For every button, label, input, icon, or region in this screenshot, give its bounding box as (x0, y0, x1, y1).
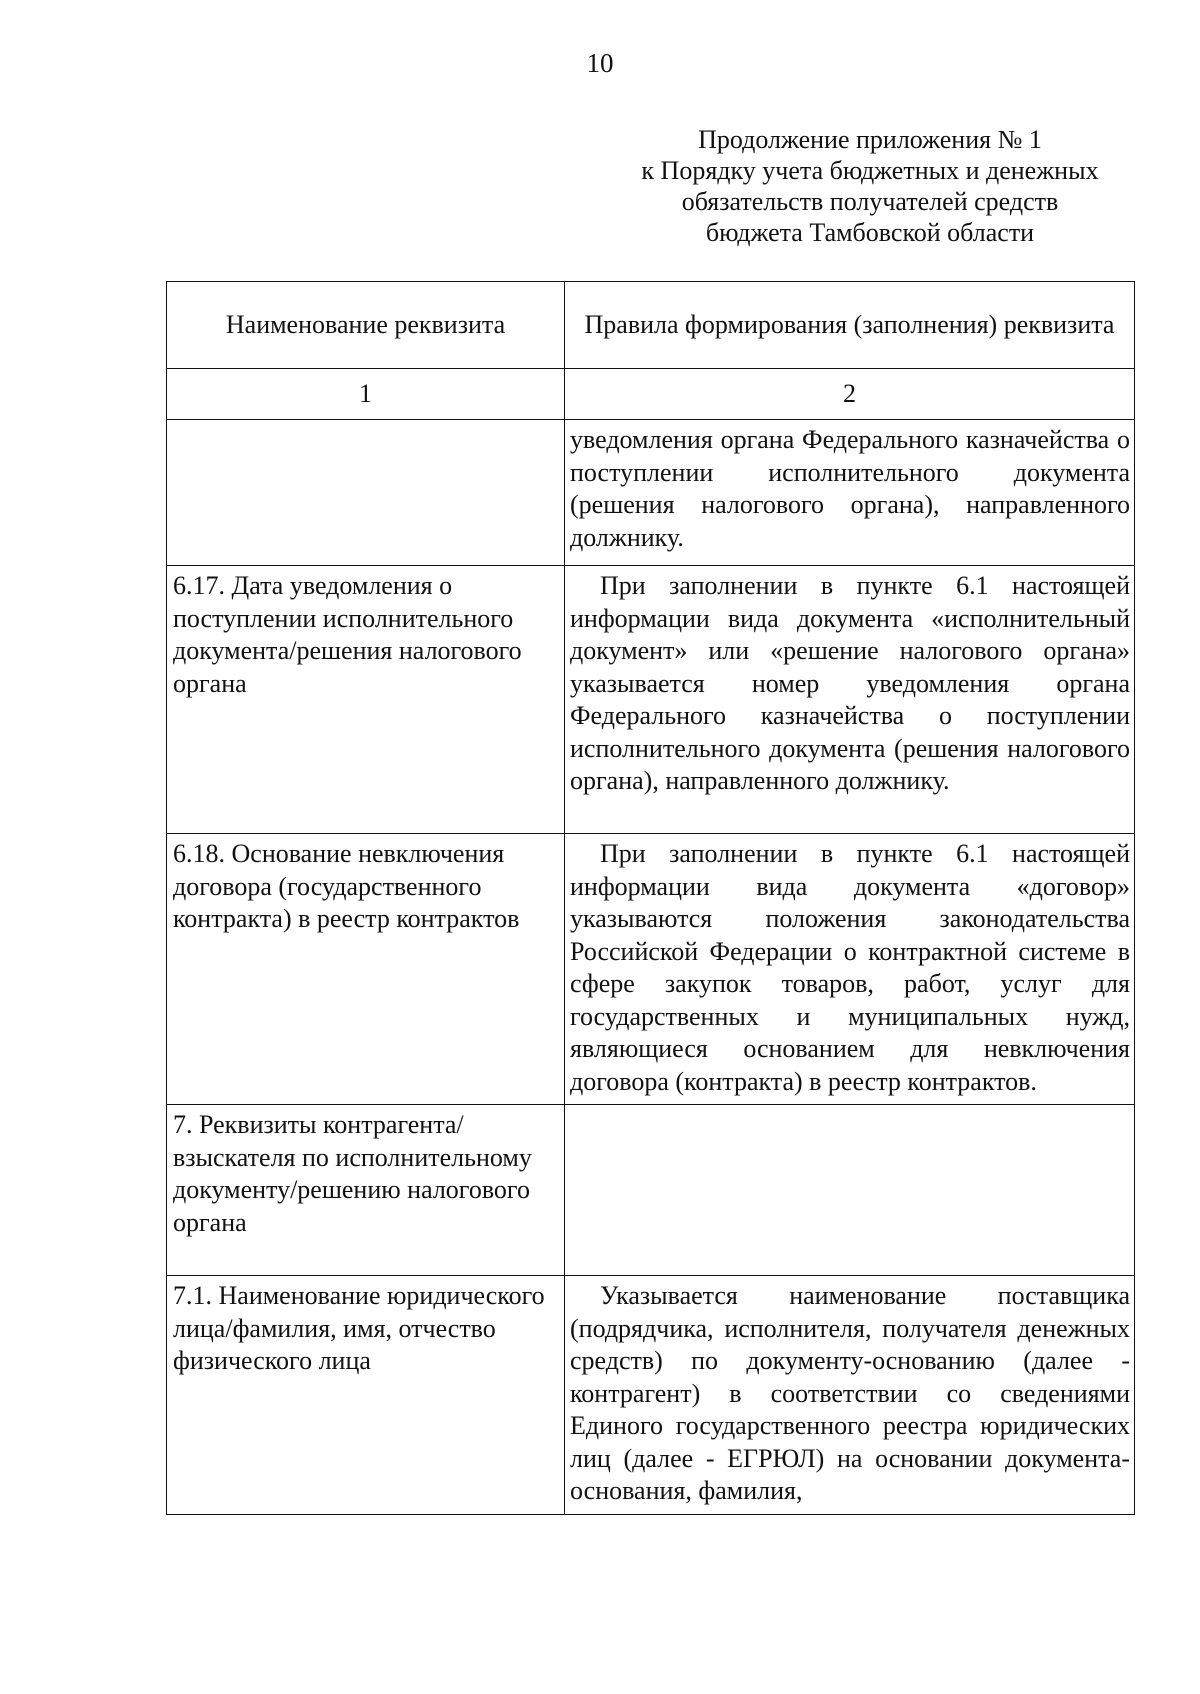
table-body (167, 420, 1135, 1515)
filling-rule-text: При заполнении в пункте 6.1 настоящей информации вида документа «договор» указываются положения законодательства Российской Федерации о контрактной системе в сфере закупок товаров, работ, услуг для государственных и муниципальных нужд, являющиеся основанием для невключения договора (контракта) в реестр контрактов. (570, 839, 1130, 1096)
table-row (167, 420, 1135, 566)
table-row (167, 1105, 1135, 1276)
appendix-note-line: к Порядку учета бюджетных и денежных (641, 156, 1099, 185)
appendix-note (630, 124, 1110, 248)
appendix-note-line: бюджета Тамбовской области (705, 218, 1035, 247)
table-row (167, 1276, 1135, 1515)
header-filling-rules: Правила формирования (заполнения) реквизита (565, 282, 1135, 369)
filling-rule-cell (565, 1276, 1135, 1515)
requisite-name-cell: 7.1. Наименование юридического лица/фамилия, имя, отчество физического лица (167, 1276, 565, 1515)
column-number-1: 1 (167, 369, 565, 420)
column-number-2: 2 (565, 369, 1135, 420)
filling-rule-text: Указывается наименование поставщика (подрядчика, исполнителя, получателя денежных средств) по документу-основанию (далее - контрагент) в соответствии со сведениями Единого государственного реестра юридических лиц (далее - ЕГРЮЛ) на основании документа-основания, фамилия, (570, 1281, 1130, 1505)
requisite-name-cell (167, 420, 565, 566)
table-header-row (167, 282, 1135, 369)
filling-rule-text: уведомления органа Федерального казначейства о поступлении исполнительного документа (решения налогового органа), направленного должнику. (570, 425, 1130, 552)
appendix-note-line: обязательств получателей средств (681, 187, 1059, 216)
filling-rule-cell (565, 834, 1135, 1105)
header-requisite-name: Наименование реквизита (167, 282, 565, 369)
table-row (167, 834, 1135, 1105)
column-number-row (167, 369, 1135, 420)
filling-rule-cell (565, 420, 1135, 566)
filling-rule-cell (565, 566, 1135, 834)
filling-rule-text: При заполнении в пункте 6.1 настоящей информации вида документа «исполнительный документ» или «решение налогового органа» указывается номер уведомления органа Федерального казначейства о поступлении исполнительного документа (решения налогового органа), направленного должнику. (570, 571, 1130, 795)
table-row (167, 566, 1135, 834)
requisite-name-cell: 6.17. Дата уведомления о поступлении исполнительного документа/решения налогового органа (167, 566, 565, 834)
appendix-note-line: Продолжение приложения № 1 (698, 125, 1042, 154)
page-number: 10 (586, 48, 614, 78)
filling-rule-cell (565, 1105, 1135, 1276)
requisites-table (166, 281, 1135, 1515)
requisite-name-cell: 6.18. Основание невключения договора (государственного контракта) в реестр контрактов (167, 834, 565, 1105)
requisite-name-cell: 7. Реквизиты контрагента/взыскателя по исполнительному документу/решению налогового органа (167, 1105, 565, 1276)
